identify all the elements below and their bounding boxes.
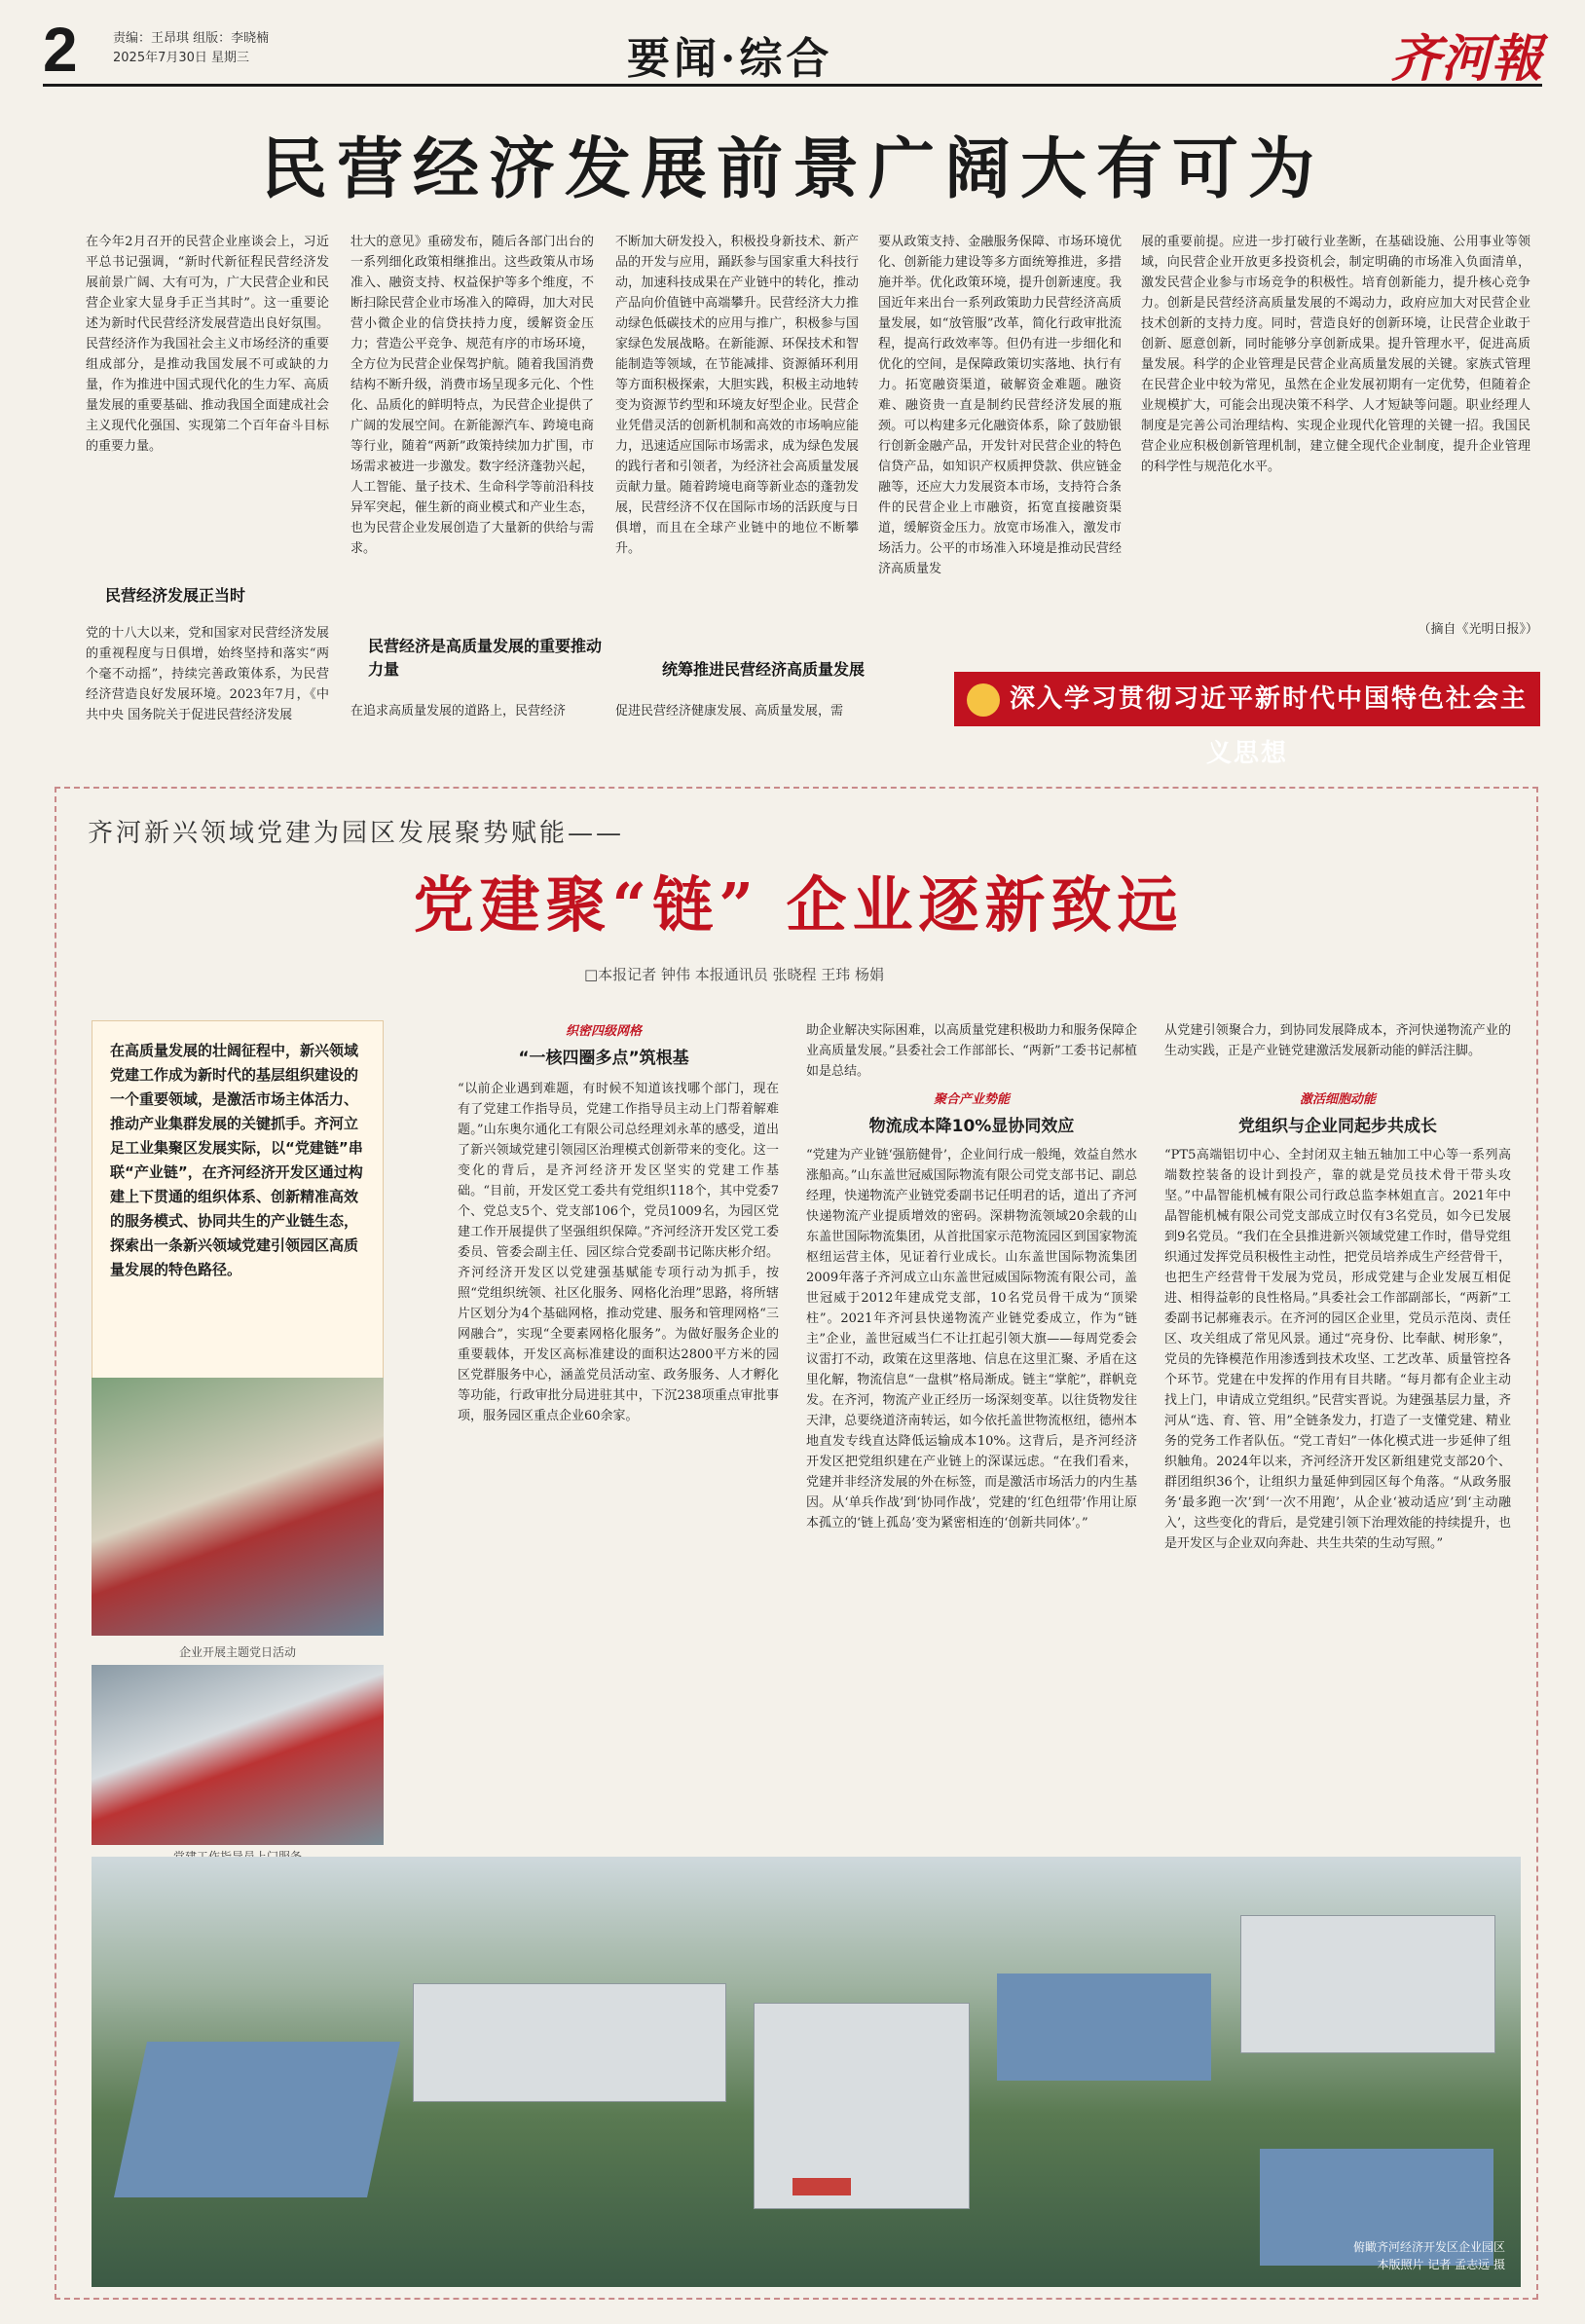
- feature-title: 党建聚“链” 企业逐新致远: [413, 869, 1184, 941]
- article-subhead-3: 统筹推进民营经济高质量发展: [662, 660, 866, 679]
- aerial-credit: [1353, 2238, 1505, 2273]
- section-tag-2: 聚合产业势能: [933, 1092, 1010, 1107]
- article-column-5: 展的重要前提。应进一步打破行业垄断，在基础设施、公用事业等领域，向民营企业开放更多投资机会，制定明确的市场准入负面清单，激发民营企业参与市场竞争的积极性。培育创新能力，提升核心竞争力。创新是民营经济高质量发展的不竭动力，政府应加大对民营企业技术创新的支持力度。同时，营造良好的创新环境，让民营企业敢于创新、愿意创新，同时能够分享创新成果。提升管理水平，促进高质量发展。科学的企业管理是民营企业高质量发展的关键。家族式管理在民营企业中较为常见，虽然在企业发展初期有一定优势，但随着企业规模扩大，可能会出现决策不科学、人才短缺等问题。职业经理人制度是完善公司治理结构、实现企业现代化管理的关键一招。我国民营企业应积极创新管理机制，建立健全现代企业制度，提升企业管理的科学性与规范化水平。: [1141, 235, 1530, 474]
- aerial-photo-credit: 本版照片 记者 孟志远 摄: [1377, 2258, 1505, 2271]
- feature-kicker: 齐河新兴领域党建为园区发展聚势赋能——: [88, 819, 625, 848]
- masthead: [43, 16, 1542, 87]
- photo-signage-shape: [792, 2178, 851, 2195]
- section-body-3: “PT5高端铝切中心、全封闭双主轴五轴加工中心等一系列高端数控装备的设计到投产，靠的就是党员技术骨干带头攻坚。”中晶智能机械有限公司行政总监李林姐直言。2021年中晶智能机械有限公司党支部成立时仅有3名党员，如今已发展到9名党员。“我们在全县推进新兴领域党建工作时，借导党组织通过发挥党员积极性主动性，把党员培养成生产经营骨干，也把生产经营骨干发展为党员，形成党建与企业发展互相促进、相得益彰的良性格局。”具委社会工作部副部长，“两新”工委副书记郝雍表示。在齐河的园区企业里，党员示范岗、责任区、攻关组成了常见风景。通过“亮身份、比奉献、树形象”，党员的先锋模范作用渗透到技术攻坚、工艺改革、质量管控各个环节。党建在中发挥的作用有目共睹。“每月都有企业主动找上门，申请成立党组织。”民营实晋说。为建强基层力量，齐河从“选、育、管、用”全链条发力，打造了一支懂党建、精业务的党务工作者队伍。“党工青妇”一体化模式进一步延伸了组织触角。2024年以来，齐河经济开发区新组建党支部20个、群团组织36个，让组织力量延伸到园区每个角落。“从政务服务‘最多跑一次’到‘一次不用跑’，从企业‘被动适应’到‘主动融入’，这些变化的背后，是党建引领下治理效能的持续提升，也是开发区与企业双向奔赴、共生共荣的生动写照。”: [1164, 1148, 1511, 1551]
- article-column-1: 在今年2月召开的民营企业座谈会上，习近平总书记强调，“新时代新征程民营经济发展前景广阔、大有可为，广大民营企业和民营企业家大显身手正当其时”。这一重要论述为新时代民营经济发展营造出良好氛围。民营经济作为我国社会主义市场经济的重要组成部分，是推动我国发展不可或缺的力量，作为推进中国式现代化的生力军、高质量发展的重要基础、推动我国全面建成社会主义现代化强国、实现第二个百年奋斗目标的重要力量。: [86, 235, 329, 454]
- article-column-3: 不断加大研发投入，积极投身新技术、新产品的开发与应用，踊跃参与国家重大科技行动，加速科技成果在产业链中的转化，推动产品向价值链中高端攀升。民营经济大力推动绿色低碳技术的应用与推广，积极参与国家绿色发展战略。在新能源、环保技术和智能制造等领域，在节能减排、资源循环利用等方面积极探索，大胆实践，积极主动地转变为资源节约型和环境友好型企业。民营企业凭借灵活的创新机制和高效的市场响应能力，迅速适应国际市场需求，成为绿色发展的践行者和引领者，为经济社会高质量发展贡献力量。随着跨境电商等新业态的蓬勃发展，民营经济不仅在国际市场的活跃度与日俱增，而且在全球产业链中的地位不断攀升。: [615, 235, 859, 556]
- article-subhead-2: 民营经济是高质量发展的重要推动力量: [368, 637, 603, 679]
- banner-text: 深入学习贯彻习近平新时代中国特色社会主义思想: [1009, 684, 1528, 768]
- article-column-1b: 党的十八大以来，党和国家对民营经济发展的重视程度与日俱增，始终坚持和落实“两个毫不动摇”，持续完善政策体系，为民营经济营造良好发展环境。2023年7月，《中共中央 国务院关于促进民营经济发展: [86, 626, 329, 722]
- section-head-3: 党组织与企业同起步共成长: [1238, 1117, 1437, 1136]
- page-number: 2: [43, 15, 78, 85]
- photo-building-shape: [413, 1983, 726, 2102]
- newspaper-logo: 齐河報: [1389, 29, 1542, 89]
- date-line: 2025年7月30日 星期三: [113, 51, 250, 65]
- section-body-1: “以前企业遇到难题，有时候不知道该找哪个部门，现在有了党建工作指导员，党建工作指导员主动上门帮着解难题。”山东奥尔通化工有限公司总经理刘永革的感受，道出了新兴领域党建引领园区治理模式创新带来的变化。这一变化的背后，是齐河经济开发区坚实的党建工作基础。“目前，开发区党工委共有党组织118个，其中党委7个、党总支5个、党支部106个，党员1009名，为园区党建工作开展提供了坚强组织保障。”齐河经济开发区党工委委员、管委会副主任、园区综合党委副书记陈庆彬介绍。齐河经济开发区以党建强基赋能专项行动为抓手，按照“党组织统领、社区化服务、网格化治理”思路，将所辖片区划分为4个基础网格，推动党建、服务和管理网格“三网融合”，实现“全要素网格化服务”。为做好服务企业的重要载体，开发区高标准建设的面积达2800平方米的园区党群服务中心，涵盖党员活动室、政务服务、人才孵化等功能，行政审批分局进驻其中，下沉238项重点审批事项，服务园区重点企业60余家。: [458, 1082, 779, 1423]
- section-title: 要闻·综合: [627, 34, 833, 84]
- article-headline: 民营经济发展前景广阔大有可为: [260, 130, 1324, 208]
- section-head-2: 物流成本降10%显协同效应: [868, 1117, 1075, 1136]
- section-tag-3: 激活细胞动能: [1299, 1092, 1376, 1107]
- party-emblem-icon: [967, 683, 1000, 717]
- photo-building-shape: [1240, 1915, 1495, 2053]
- photo-caption-1: 企业开展主题党日活动: [178, 1645, 296, 1659]
- section-body-1-continued: 助企业解决实际困难，以高质量党建积极助力和服务保障企业高质量发展。”县委社会工作部部长、“两新”工委书记郝植如是总结。: [806, 1023, 1137, 1079]
- photo-roof-shape: [997, 1974, 1211, 2081]
- theme-banner: [954, 672, 1540, 768]
- photo-roof-shape: [114, 2042, 400, 2197]
- section-3-intro: 从党建引领聚合力，到协同发展降成本，齐河快递物流产业的生动实践，正是产业链党建激活发展新动能的鲜活注脚。: [1164, 1023, 1511, 1058]
- photo-service: [92, 1665, 384, 1845]
- article-column-4: 要从政策支持、金融服务保障、市场环境优化、创新能力建设等多方面统筹推进，多措施并举。优化政策环境，提升创新速度。我国近年来出台一系列政策助力民营经济高质量发展，如“放管服”改革，简化行政审批流程，提高行政效率等。但仍有进一步细化和优化的空间，是保障政策切实落地、执行有力。拓宽融资渠道，破解资金难题。融资难、融资贵一直是制约民营经济发展的瓶颈。可以构建多元化融资体系，除了鼓励银行创新金融产品，开发针对民营企业的特色信贷产品，如知识产权质押贷款、供应链金融等，还应大力发展资本市场，支持符合条件的民营企业上市融资，拓宽直接融资渠道，缓解资金压力。放宽市场准入，激发市场活力。公平的市场准入环境是推动民营经济高质量发: [878, 235, 1122, 576]
- article-column-2: 壮大的意见》重磅发布，随后各部门出台的一系列细化政策相继推出。这些政策从市场准入、融资支持、权益保护等多个维度，不断扫除民营企业市场准入的障碍，加大对民营小微企业的信贷扶持力度，缓解资金压力；营造公平竞争、规范有序的市场环境，全方位为民营企业保驾护航。随着我国消费结构不断升级，消费市场呈现多元化、个性化、品质化的鲜明特点，为民营企业提供了广阔的发展空间。在新能源汽车、跨境电商等行业，随着“两新”政策持续加力扩围，市场需求被进一步激发。数字经济蓬勃兴起，人工智能、量子技术、生命科学等前沿科技异军突起，催生新的商业模式和产业生态，也为民营企业发展创造了大量新的供给与需求。: [350, 235, 594, 556]
- section-body-2: “党建为产业链‘强筋健骨’，企业间行成一般绳，效益自然水涨船高。”山东盖世冠威国际物流有限公司党支部书记、副总经理，快递物流产业链党委副书记任明君的话，道出了齐河快递物流产业提质增效的密码。深耕物流领域20余载的山东盖世国际物流集团，从首批国家示范物流园区到国家物流枢纽运营主体，见证着行业成长。山东盖世国际物流集团2009年落子齐河成立山东盖世冠威国际物流有限公司，盖世冠威于2012年建成党支部，10名党员骨干成为“顶梁柱”。2021年齐河县快递物流产业链党委成立，作为“链主”企业，盖世冠威当仁不让扛起引领大旗——每周党委会议雷打不动，政策在这里落地、信息在这里汇聚、矛盾在这里化解，物流信息“一盘棋”格局渐成。链主“掌舵”，群帆竞发。在齐河，物流产业正经历一场深刻变革。以往货物发往天津，总要绕道济南转运，如今依托盖世物流枢纽，德州本地直发专线直达降低运输成本10%。这背后，是齐河经济开发区把党组织建在产业链上的深谋远虑。“在我们看来，党建并非经济发展的外在标签，而是激活市场活力的内生基因。从‘单兵作战’到‘协同作战’，党建的‘红色纽带’作用让原本孤立的‘链上孤岛’变为紧密相连的‘创新共同体’。”: [806, 1148, 1137, 1531]
- article-column-2b: 在追求高质量发展的道路上，民营经济: [350, 704, 567, 719]
- editor-line: 责编：王昂琪 组版：李晓楠: [113, 31, 270, 46]
- feature-byline: □本报记者 钟伟 本报通讯员 张晓程 王玮 杨娟: [584, 966, 885, 983]
- photo-building-shape: [754, 2003, 970, 2209]
- aerial-caption: 俯瞰齐河经济开发区企业园区: [1352, 2240, 1505, 2254]
- source-note: （摘自《光明日报》）: [1418, 622, 1538, 637]
- article-column-3b: 促进民营经济健康发展、高质量发展，需: [615, 704, 844, 719]
- photo-party-day: [92, 1378, 384, 1636]
- aerial-photo: [92, 1857, 1521, 2287]
- section-tag-1: 织密四级网格: [565, 1024, 642, 1039]
- section-head-1: “一核四圈多点”筑根基: [518, 1049, 689, 1068]
- edition-meta: [113, 29, 269, 68]
- article-subhead-1: 民营经济发展正当时: [105, 586, 246, 605]
- feature-lead: 在高质量发展的壮阔征程中，新兴领域党建工作成为新时代的基层组织建设的一个重要领域，是激活市场主体活力、推动产业集群发展的关键抓手。齐河立足工业集聚区发展实际，以“党建链”串联“产业链”，在齐河经济开发区通过构建上下贯通的组织体系、创新精准高效的服务模式、协同共生的产业链生态，探索出一条新兴领域党建引领园区高质量发展的特色路径。: [92, 1020, 384, 1410]
